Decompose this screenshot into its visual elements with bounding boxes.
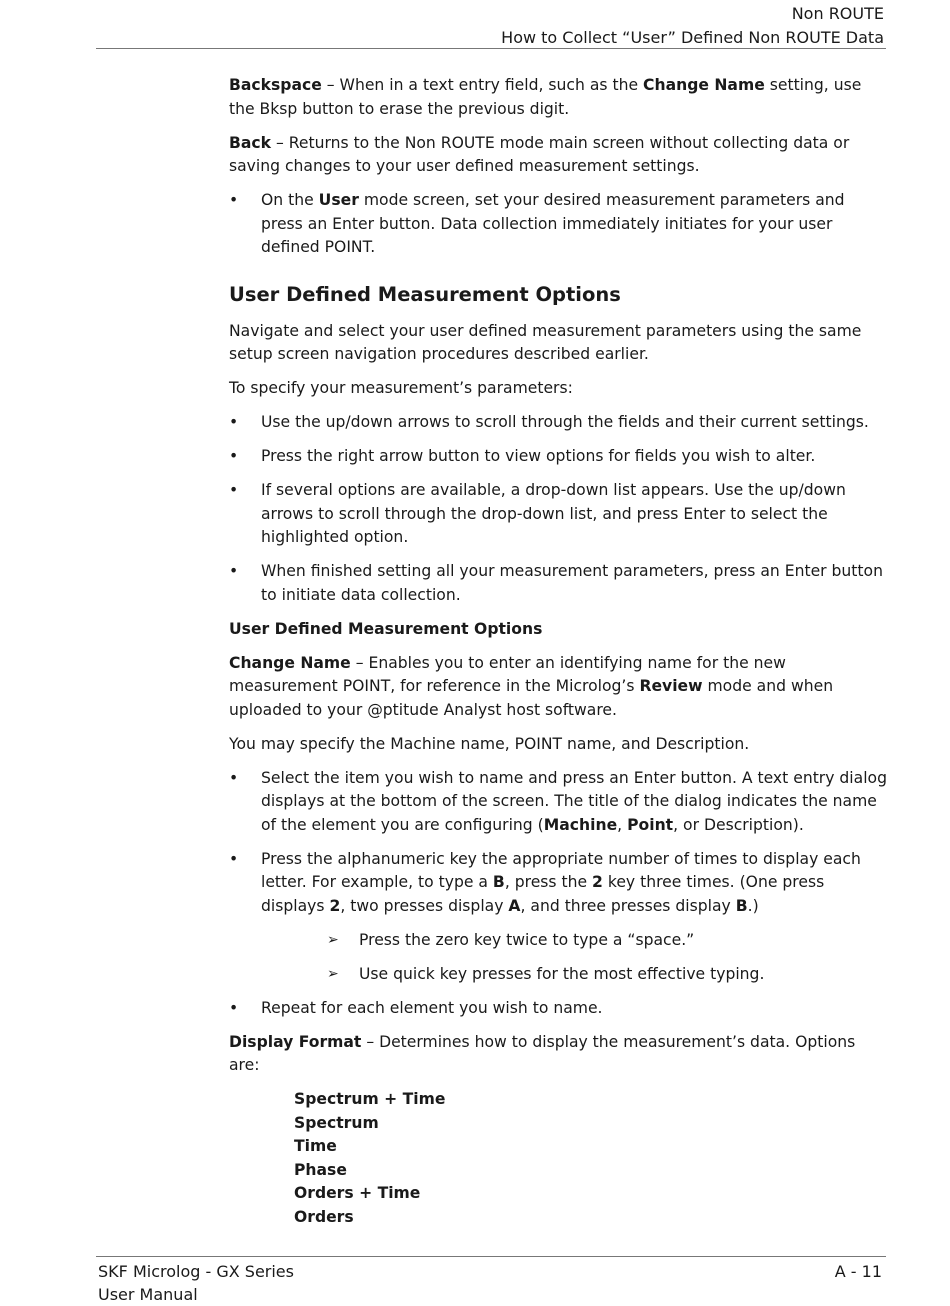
- term-back: Back: [229, 133, 272, 152]
- list-item: • If several options are available, a drop-down list appears. Use the up/down arrows to scroll through the drop-down list, and press Enter to select the highlighted option.: [229, 479, 889, 550]
- footer-product: SKF Microlog - GX Series: [98, 1262, 294, 1281]
- repeat-list: [229, 997, 889, 1021]
- footer-manual: User Manual: [98, 1285, 198, 1304]
- list-item: • Press the right arrow button to view options for fields you wish to alter.: [229, 445, 889, 469]
- footer-divider: [96, 1256, 886, 1257]
- page-number: A - 11: [834, 1262, 882, 1281]
- header-section: How to Collect “User” Defined Non ROUTE Data: [501, 28, 884, 47]
- naming-list: [229, 767, 889, 919]
- list-item: • Repeat for each element you wish to name.: [229, 997, 889, 1021]
- term-review: Review: [639, 677, 703, 695]
- list-item: • When finished setting all your measurement parameters, press an Enter button to initiate data collection.: [229, 560, 889, 607]
- term-point: Point: [627, 815, 674, 834]
- specify-heading: To specify your measurement’s parameters:: [229, 379, 573, 397]
- display-option: Spectrum: [294, 1113, 379, 1132]
- list-item: • Use the up/down arrows to scroll through the fields and their current settings.: [229, 411, 889, 435]
- term-display-format: Display Format: [229, 1032, 362, 1051]
- specify-list: [229, 411, 889, 607]
- section-heading: User Defined Measurement Options: [229, 282, 621, 306]
- paragraph-display-format: Display Format – Determines how to display the measurement’s data. Options are:: [229, 1032, 856, 1074]
- paragraph-backspace: Backspace – When in a text entry field, such as the Change Name setting, use the Bksp button to erase the previous digit.: [229, 76, 862, 118]
- term-backspace: Backspace: [229, 76, 322, 94]
- page-header: [96, 2, 884, 50]
- list-item: • Press the alphanumeric key the appropriate number of times to display each letter. For example, to type a B, press the 2 key three times. (One press displays 2, two presses display A, and three presses display B.): [229, 848, 889, 919]
- term-user: User: [318, 191, 359, 209]
- paragraph-back: Back – Returns to the Non ROUTE mode main screen without collecting data or saving changes to your user defined measurement settings.: [229, 133, 850, 175]
- typing-tips-list: [327, 929, 889, 987]
- paragraph-change-name: Change Name – Enables you to enter an identifying name for the new measurement POINT, for reference in the Microlog’s Review mode and when uploaded to your @ptitude Analyst host software.: [229, 653, 834, 719]
- arrow-list-item: ➢ Press the zero key twice to type a “space.”: [327, 929, 889, 953]
- page-footer: [98, 1260, 882, 1306]
- display-option: Spectrum + Time: [294, 1090, 446, 1108]
- paragraph-specify: You may specify the Machine name, POINT name, and Description.: [229, 734, 750, 753]
- display-options-list: [294, 1088, 889, 1229]
- term-machine: Machine: [543, 815, 618, 834]
- header-divider: [96, 48, 886, 49]
- display-option: Time: [294, 1137, 337, 1155]
- display-option: Orders: [294, 1207, 354, 1226]
- display-option: Phase: [294, 1160, 347, 1179]
- list-item: • Select the item you wish to name and press an Enter button. A text entry dialog displays at the bottom of the screen. The title of the dialog indicates the name of the element you are configuring (Machine, Point, or Description).: [229, 767, 889, 838]
- term-change-name-setting: Change Name: [643, 76, 765, 94]
- main-content: [229, 74, 889, 1229]
- subheading: User Defined Measurement Options: [229, 619, 543, 638]
- display-option: Orders + Time: [294, 1184, 421, 1202]
- user-mode-list: [229, 189, 889, 260]
- term-change-name: Change Name: [229, 653, 351, 672]
- list-item: • On the User mode screen, set your desired measurement parameters and press an Enter button. Data collection immediately initiates for your user defined POINT.: [229, 189, 889, 260]
- arrow-list-item: ➢ Use quick key presses for the most effective typing.: [327, 963, 889, 987]
- paragraph-navigate: Navigate and select your user defined measurement parameters using the same setup screen navigation procedures described earlier.: [229, 321, 862, 363]
- header-chapter: Non ROUTE: [791, 4, 884, 23]
